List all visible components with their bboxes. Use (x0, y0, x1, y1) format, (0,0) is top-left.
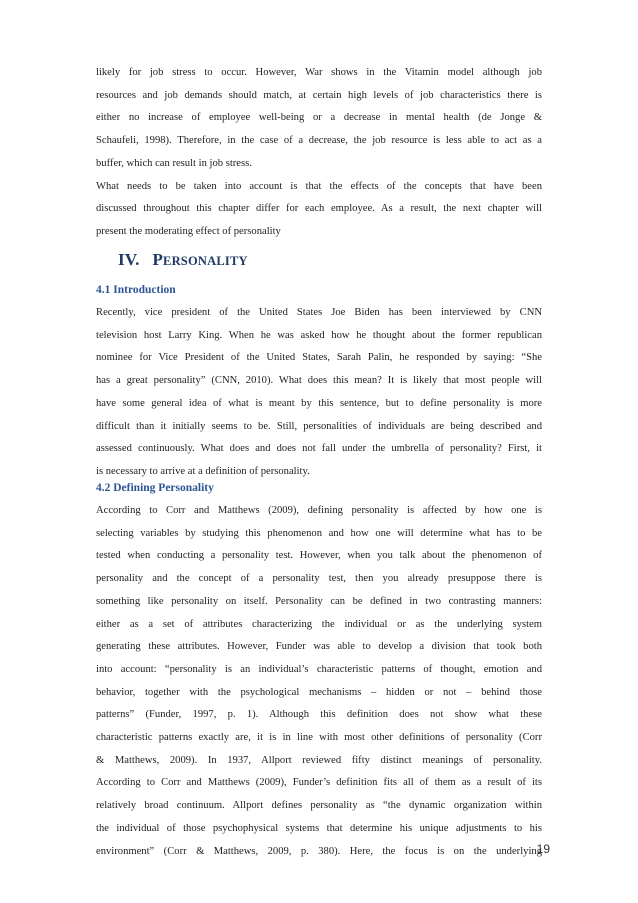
text-line: either as a set of attributes characterizing the individual or as the underlying system (96, 618, 542, 630)
section-heading-4-2: 4.2 Defining Personality (96, 482, 214, 494)
chapter-heading (118, 250, 248, 270)
text-line: something like personality on itself. Personality can be defined in two contrasting manners: (96, 595, 542, 607)
intro-paragraph (96, 62, 542, 244)
chapter-title-initial: P (152, 250, 164, 269)
section-4-1-paragraph (96, 302, 542, 484)
text-line: television host Larry King. When he was asked how he thought about the former republican (96, 329, 542, 341)
chapter-title-rest: ERSONALITY (163, 254, 248, 268)
text-line: has a great personality” (CNN, 2010). What does this mean? It is likely that most people will (96, 375, 542, 387)
text-line: According to Corr and Matthews (2009), defining personality is affected by how one is (96, 505, 542, 516)
text-line: is necessary to arrive at a definition of personality. (96, 465, 310, 477)
text-line: characteristic patterns exactly are, it is in line with most other definitions of personality (Corr (96, 732, 542, 744)
text-line: discussed throughout this chapter differ for each employee. As a result, the next chapter will (96, 203, 542, 215)
text-line: assessed continuously. What does and does not fall under the umbrella of personality? First, it (96, 443, 542, 455)
text-line: have some general idea of what is meant by this sentence, but to define personality is more (96, 397, 542, 409)
text-line: buffer, which can result in job stress. (96, 157, 252, 169)
text-line: According to Corr and Matthews (2009), Funder’s definition fits all of them as a result of its (96, 777, 542, 789)
chapter-number: IV. (118, 250, 140, 269)
text-line: What needs to be taken into account is that the effects of the concepts that have been (96, 180, 542, 192)
text-line: difficult than it initially seems to be. Still, personalities of individuals are being described and (96, 420, 542, 432)
text-line: behavior, together with the psychological mechanisms – hidden or not – behind those (96, 686, 542, 698)
text-line: environment” (Corr & Matthews, 2009, p. 380). Here, the focus is on the underlying (96, 845, 542, 857)
section-4-2-paragraph (96, 500, 542, 863)
page-number: 19 (536, 842, 550, 856)
section-heading-4-1: 4.1 Introduction (96, 284, 176, 296)
text-line: the individual of those psychophysical systems that determine his unique adjustments to his (96, 822, 542, 834)
text-line: tested when conducting a personality test. However, when you talk about the phenomenon of (96, 550, 542, 562)
text-line: selecting variables by studying this phenomenon and how one will determine what has to be (96, 527, 542, 539)
text-line: & Matthews, 2009). In 1937, Allport reviewed fifty distinct meanings of personality. (96, 754, 542, 766)
text-line: Recently, vice president of the United States Joe Biden has been interviewed by CNN (96, 307, 542, 318)
text-line: patterns” (Funder, 1997, p. 1). Although this definition does not show what these (96, 709, 542, 721)
text-line: personality and the concept of a personality test, then you already presuppose there is (96, 573, 542, 585)
text-line: into account: “personality is an individual’s characteristic patterns of thought, emotion and (96, 663, 542, 675)
text-line: resources and job demands should match, at certain high levels of job characteristics there is (96, 89, 542, 101)
text-line: nominee for Vice President of the United States, Sarah Palin, he responded by saying: “She (96, 352, 542, 364)
text-line: Schaufeli, 1998). Therefore, in the case of a decrease, the job resource is less able to act as a (96, 135, 542, 147)
text-line: likely for job stress to occur. However, War shows in the Vitamin model although job (96, 67, 542, 78)
text-line: relatively broad continuum. Allport defines personality as “the dynamic organization within (96, 800, 542, 812)
text-line: either no increase of employee well-being or a decrease in mental health (de Jonge & (96, 112, 542, 124)
text-line: present the moderating effect of personality (96, 225, 281, 237)
text-line: generating these attributes. However, Funder was able to develop a division that took both (96, 641, 542, 653)
